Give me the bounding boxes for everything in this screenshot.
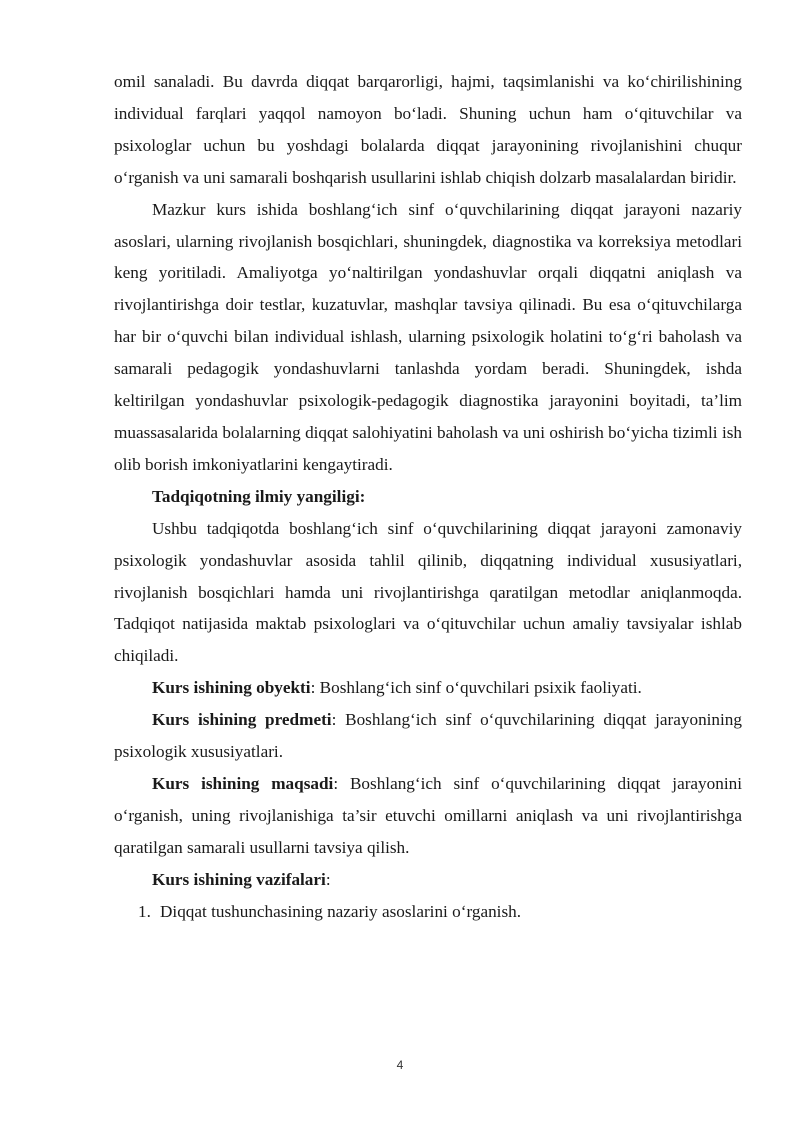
paragraph-research-subject (114, 704, 742, 768)
text-research-object: : Boshlang‘ich sinf o‘quvchilari psixik faoliyati. (310, 678, 642, 698)
list-item-text: Diqqat tushunchasining nazariy asoslarini o‘rganish. (160, 901, 522, 921)
document-page (114, 66, 742, 927)
heading-scientific-novelty: Tadqiqotning ilmiy yangiligi: (152, 486, 366, 506)
label-research-goal: Kurs ishining maqsadi (152, 773, 334, 793)
page-number: 4 (396, 1058, 404, 1072)
list-item (114, 896, 742, 928)
paragraph-intro-continuation: omil sanaladi. Bu davrda diqqat barqarorligi, hajmi, taqsimlanishi va ko‘chirilishining individual farqlari yaqqol namoyon bo‘ladi. Shuning uchun ham o‘qituvchilar va psixologlar uchun bu yoshdagi bolalarda diqqat jarayonining rivojlanishini chuqur o‘rganish va uni samarali boshqarish usullarini ishlab chiqish dolzarb masalalardan biridir. (114, 72, 742, 187)
text-research-goal: : Boshlang‘ich sinf o‘quvchilarining diqqat jarayonini o‘rganish, uning rivojlanishiga ta’sir etuvchi omillarni aniqlash va uni rivojlantirishga qaratilgan samarali usullarni tavsiya qilish. (114, 773, 742, 857)
text-research-subject: : Boshlang‘ich sinf o‘quvchilarining diqqat jarayonining psixologik xususiyatlari. (114, 710, 742, 762)
paragraph-research-goal (114, 768, 742, 864)
paragraph-course-overview: Mazkur kurs ishida boshlang‘ich sinf o‘quvchilarining diqqat jarayoni nazariy asoslari, ularning rivojlanish bosqichlari, shuningdek, diagnostika va korreksiya metodlari keng yoritiladi. Amaliyotga yo‘naltirilgan yondashuvlar orqali diqqatni aniqlash va rivojlantirishga doir testlar, kuzatuvlar, mashqlar tavsiya qilinadi. Bu esa o‘qituvchilarga har bir o‘quvchi bilan individual ishlash, ularning psixologik holatini to‘g‘ri baholash va samarali pedagogik yondashuvlarni tanlashda yordam beradi. Shuningdek, ishda keltirilgan yondashuvlar psixologik-pedagogik diagnostika jarayonini boyitadi, ta’lim muassasalarida bolalarning diqqat salohiyatini baholash va uni oshirish bo‘yicha tizimli ish olib borish imkoniyatlarini kengaytiradi. (114, 199, 742, 474)
paragraph-research-tasks (114, 864, 742, 896)
paragraph-scientific-novelty: Ushbu tadqiqotda boshlang‘ich sinf o‘quvchilarining diqqat jarayoni zamonaviy psixologik yondashuvlar asosida tahlil qilinib, diqqatning individual xususiyatlari, rivojlanish bosqichlari hamda uni rivojlantirishga qaratilgan metodlar aniqlanmoqda. Tadqiqot natijasida maktab psixologlari va o‘qituvchilar uchun amaliy tavsiyalar ishlab chiqiladi. (114, 518, 742, 666)
paragraph-research-object (114, 672, 742, 704)
list-item-number: 1. (138, 901, 151, 921)
label-research-tasks: Kurs ishining vazifalari (152, 869, 326, 889)
label-research-subject: Kurs ishining predmeti (152, 710, 332, 730)
label-research-object: Kurs ishining obyekti (152, 678, 311, 698)
text-research-tasks-colon: : (325, 869, 331, 889)
tasks-list (114, 896, 742, 928)
